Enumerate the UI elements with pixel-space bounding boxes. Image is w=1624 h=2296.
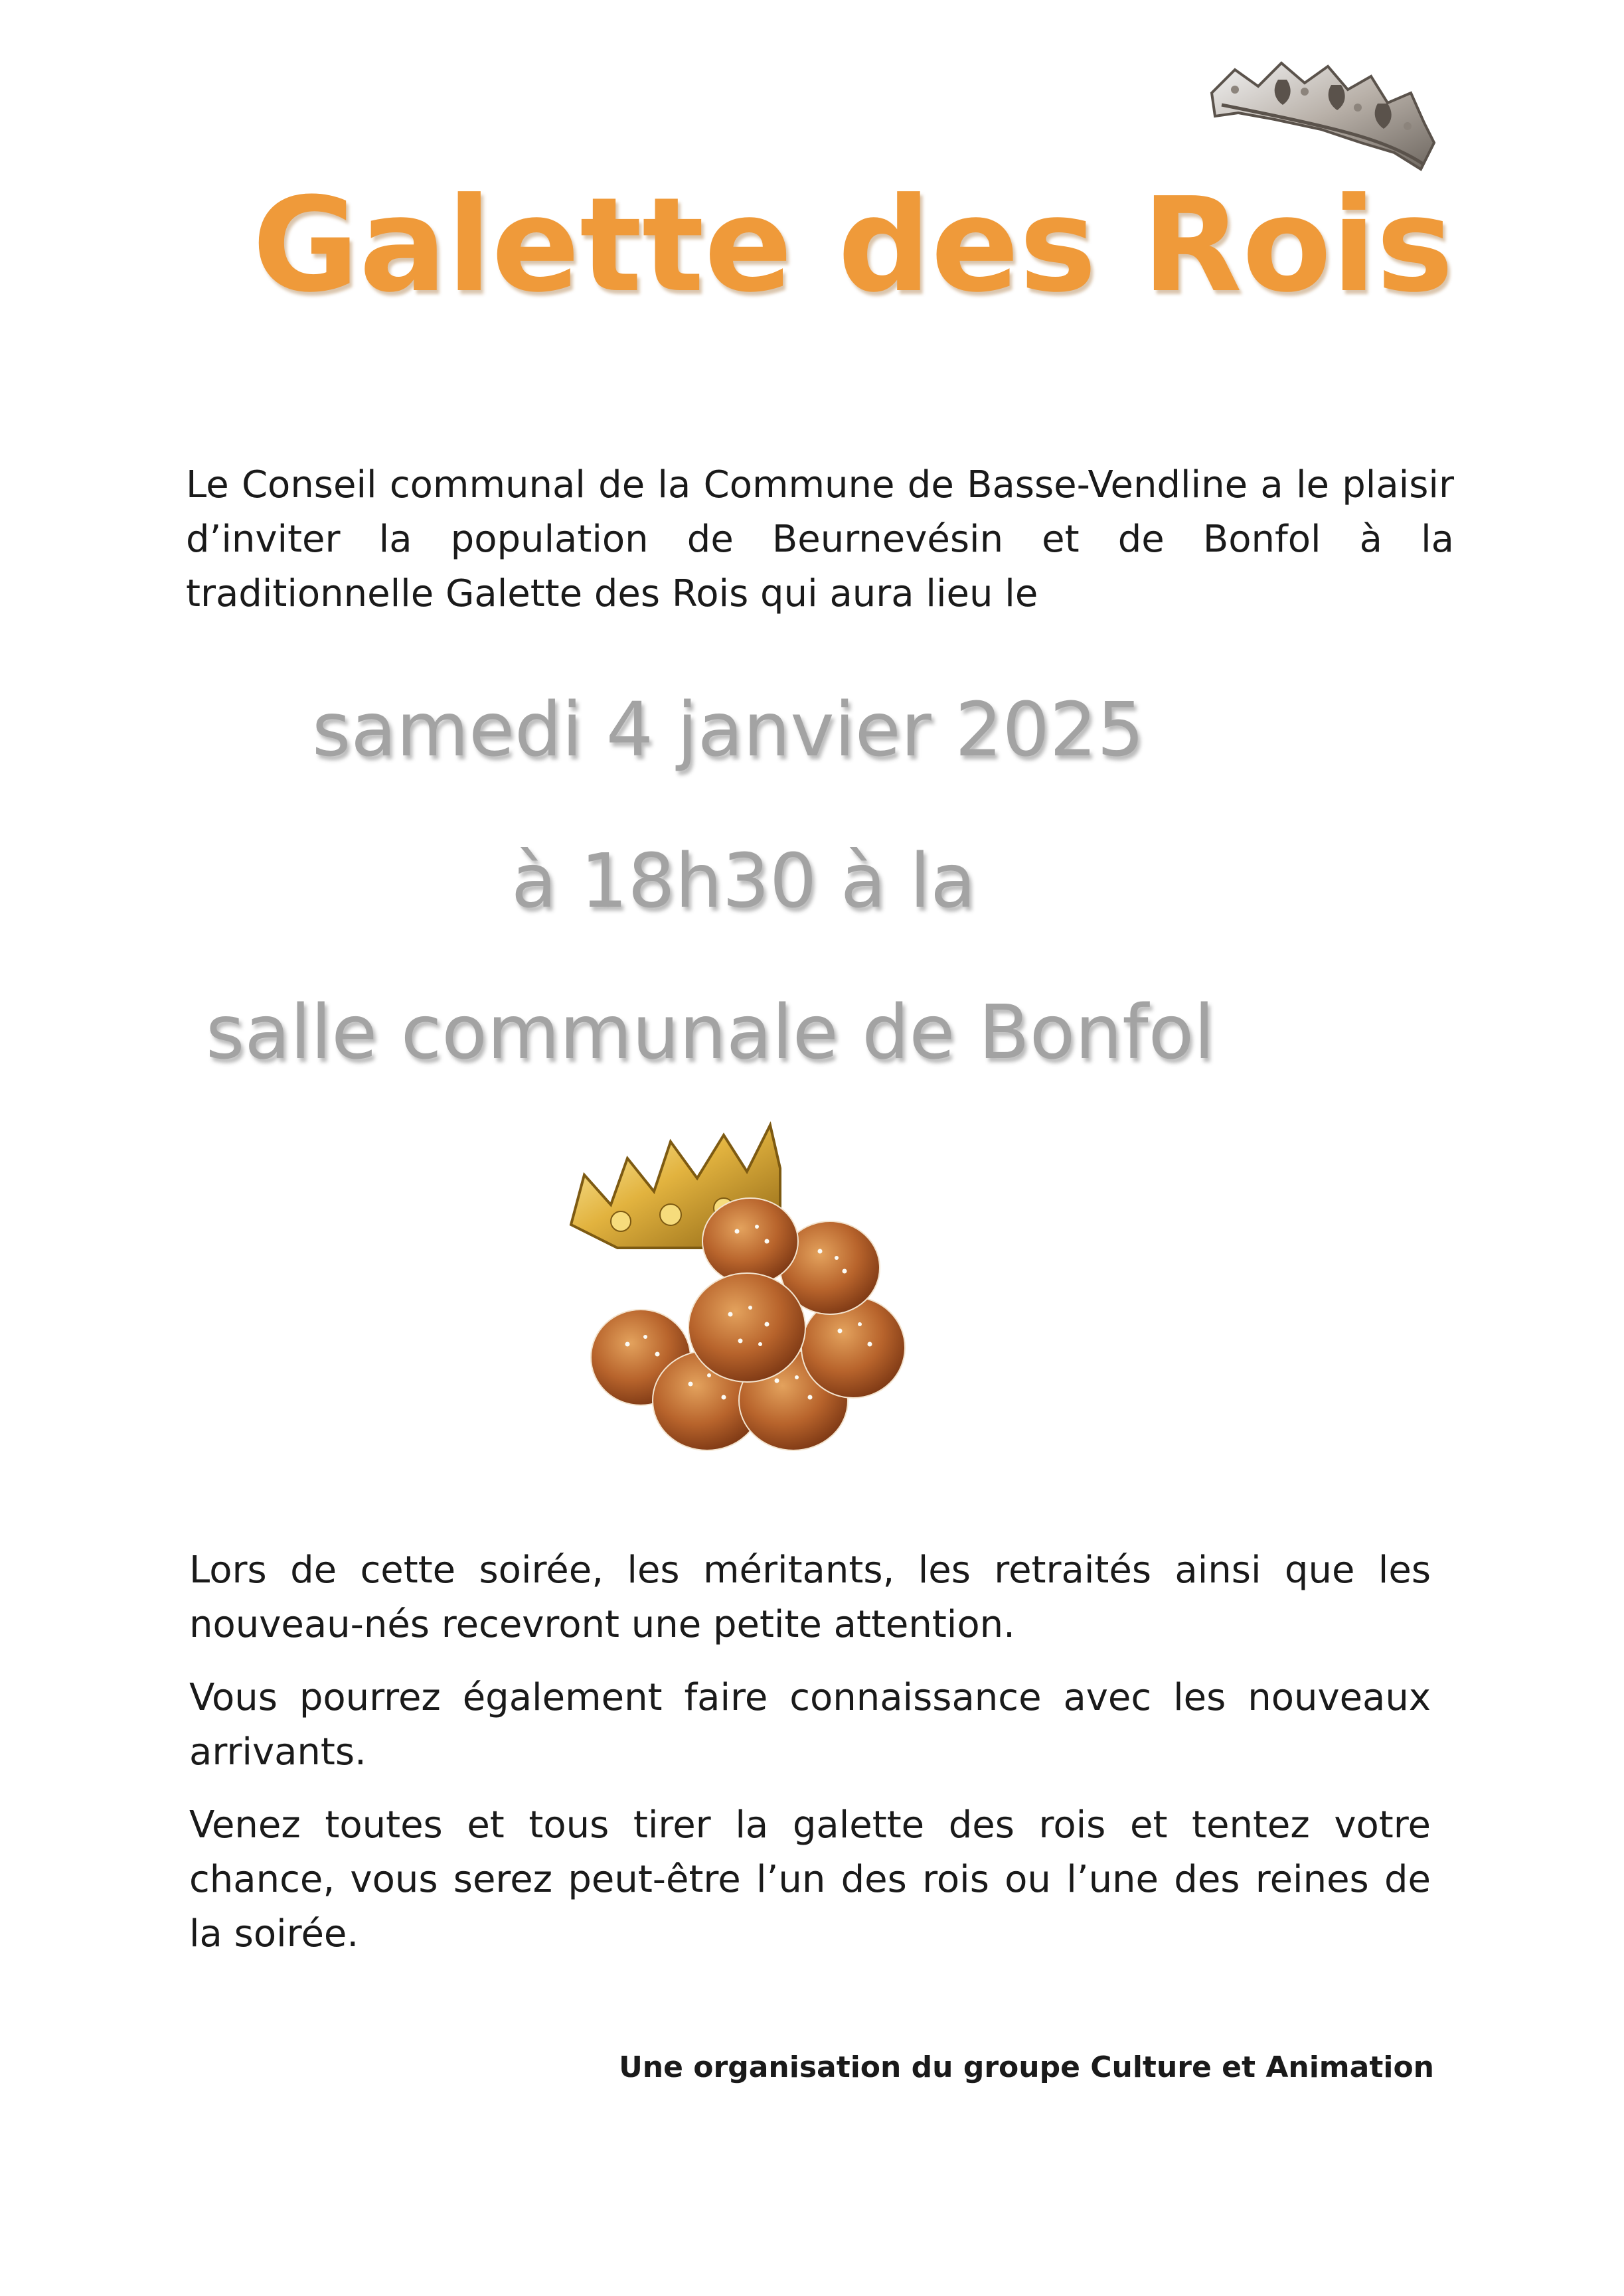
details-text: [189, 1543, 1431, 1980]
paragraph-galette: Venez toutes et tous tirer la galette des rois et tentez votre chance, vous serez peut-être l’un des rois ou l’une des reines de la soirée.: [189, 1803, 1431, 1955]
event-time: à 18h30 à la: [511, 838, 976, 925]
brioche-with-crown-illustration: [558, 1115, 930, 1474]
paper-crown-icon: [1195, 53, 1447, 219]
event-date: samedi 4 janvier 2025: [312, 687, 1145, 773]
intro-paragraph: Le Conseil communal de la Commune de Basse-Vendline a le plaisir d’inviter la population de Beurnevésin et de Bonfol à la traditionnelle Galette des Rois qui aura lieu le: [186, 463, 1454, 615]
paragraph-awards: Lors de cette soirée, les méritants, les retraités ainsi que les nouveau-nés recevront une petite attention.: [189, 1549, 1431, 1646]
event-place: salle communale de Bonfol: [206, 990, 1215, 1076]
paragraph-newcomers: Vous pourrez également faire connaissance avec les nouveaux arrivants.: [189, 1676, 1431, 1774]
page-title: Galette des Rois: [252, 170, 1454, 321]
invitation-text: [186, 458, 1454, 621]
organizer-credit: Une organisation du groupe Culture et Animation: [619, 2050, 1434, 2084]
